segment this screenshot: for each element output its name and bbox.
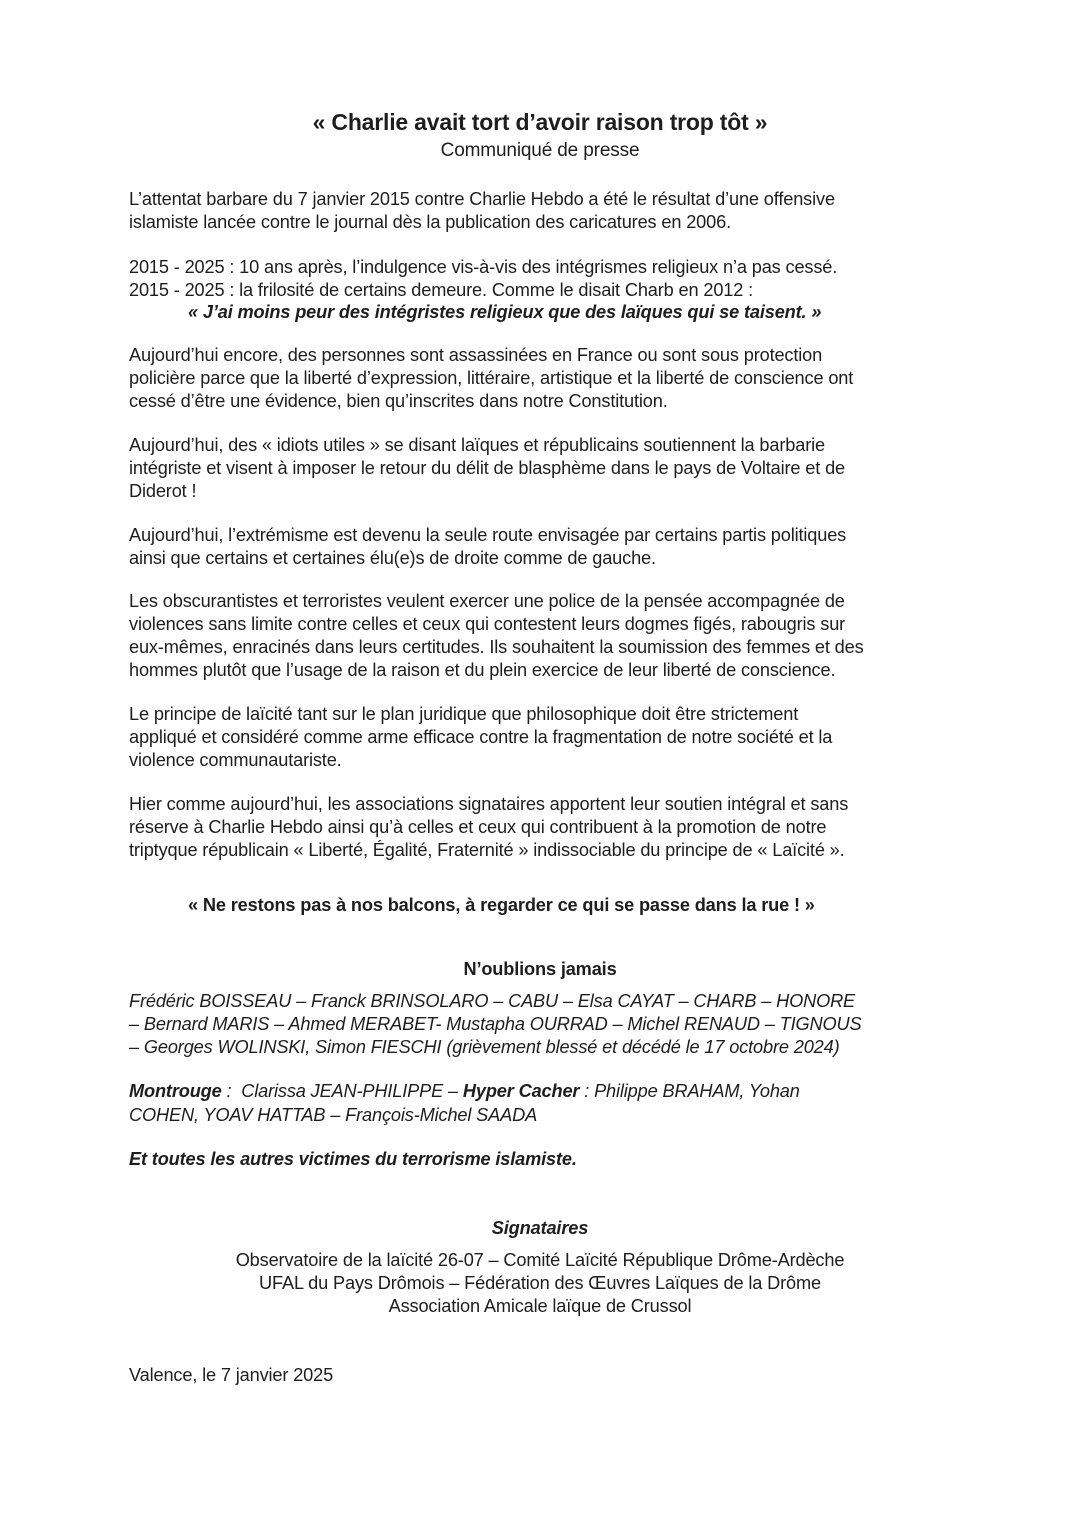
text-line: islamiste lancée contre le journal dès la publication des caricatures en 2006. — [129, 212, 731, 232]
montrouge-label: Montrouge — [129, 1081, 222, 1101]
text-line: 2015 - 2025 : la frilosité de certains demeure. Comme le disait Charb en 2012 : — [129, 280, 754, 300]
text-line: Les obscurantistes et terroristes veulent exercer une police de la pensée accompagnée de — [129, 591, 845, 611]
text-line: violence communautariste. — [129, 750, 342, 770]
hyper-cacher-label: Hyper Cacher — [462, 1081, 580, 1101]
all-victims-line: Et toutes les autres victimes du terrorisme islamiste. — [129, 1149, 577, 1169]
separator: : — [221, 1081, 242, 1101]
text-line: Le principe de laïcité tant sur le plan juridique que philosophique doit être strictement — [129, 704, 799, 724]
montrouge-names: Clarissa JEAN-PHILIPPE – — [241, 1081, 463, 1101]
memorial-heading: N’oublions jamais — [463, 959, 617, 979]
page-subtitle: Communiqué de presse — [440, 140, 640, 161]
place-date: Valence, le 7 janvier 2025 — [129, 1365, 334, 1385]
signatories-heading: Signataires — [491, 1218, 589, 1238]
montrouge-hyper-cacher-line — [129, 1080, 800, 1103]
text-line: ainsi que certains et certaines élu(e)s de droite comme de gauche. — [129, 548, 656, 568]
text-line: violences sans limite contre celles et ceux qui contestent leurs dogmes figés, rabougris sur — [129, 614, 846, 634]
text-line: L’attentat barbare du 7 janvier 2015 contre Charlie Hebdo a été le résultat d’une offensive — [129, 189, 835, 209]
text-line: 2015 - 2025 : 10 ans après, l’indulgence vis-à-vis des intégrismes religieux n’a pas cessé. — [129, 257, 838, 277]
slogan: « Ne restons pas à nos balcons, à regarder ce qui se passe dans la rue ! » — [188, 895, 815, 915]
text-line: cessé d’être une évidence, bien qu’inscrites dans notre Constitution. — [129, 391, 668, 411]
hyper-cacher-names: : Philippe BRAHAM, Yohan — [579, 1081, 800, 1101]
victims-line: – Bernard MARIS – Ahmed MERABET- Mustapha OURRAD – Michel RENAUD – TIGNOUS — [129, 1014, 862, 1034]
text-line: policière parce que la liberté d’expression, littéraire, artistique et la liberté de conscience ont — [129, 368, 854, 388]
text-line: Aujourd’hui, l’extrémisme est devenu la seule route envisagée par certains partis politiques — [129, 525, 847, 545]
hyper-cacher-names-cont: COHEN, YOAV HATTAB – François-Michel SAADA — [129, 1105, 538, 1125]
text-line: Diderot ! — [129, 481, 197, 501]
text-line: eux-mêmes, enracinés dans leurs certitudes. Ils souhaitent la soumission des femmes et des — [129, 637, 864, 657]
text-line: Aujourd’hui, des « idiots utiles » se disant laïques et républicains soutiennent la barbarie — [129, 435, 825, 455]
text-line: réserve à Charlie Hebdo ainsi qu’à celles et ceux qui contribuent à la promotion de notre — [129, 817, 827, 837]
text-line: triptyque républicain « Liberté, Égalité, Fraternité » indissociable du principe de « Laïcité ». — [129, 840, 845, 860]
text-line: Aujourd’hui encore, des personnes sont assassinées en France ou sont sous protection — [129, 345, 823, 365]
page-title: « Charlie avait tort d’avoir raison trop tôt » — [312, 109, 768, 135]
charb-quote: « J’ai moins peur des intégristes religieux que des laïques qui se taisent. » — [188, 302, 822, 322]
signatory-line: Observatoire de la laïcité 26-07 – Comité Laïcité République Drôme-Ardèche — [235, 1250, 845, 1270]
text-line: hommes plutôt que l’usage de la raison et du plein exercice de leur liberté de conscience. — [129, 660, 836, 680]
text-line: intégriste et visent à imposer le retour du délit de blasphème dans le pays de Voltaire et de — [129, 458, 846, 478]
signatory-line: Association Amicale laïque de Crussol — [388, 1296, 692, 1316]
text-line: appliqué et considéré comme arme efficace contre la fragmentation de notre société et la — [129, 727, 833, 747]
signatory-line: UFAL du Pays Drômois – Fédération des Œuvres Laïques de la Drôme — [259, 1273, 821, 1293]
text-line: Hier comme aujourd’hui, les associations signataires apportent leur soutien intégral et sans — [129, 794, 849, 814]
victims-line: – Georges WOLINSKI, Simon FIESCHI (grièvement blessé et décédé le 17 octobre 2024) — [129, 1037, 840, 1057]
victims-line: Frédéric BOISSEAU – Franck BRINSOLARO – CABU – Elsa CAYAT – CHARB – HONORE — [129, 991, 856, 1011]
